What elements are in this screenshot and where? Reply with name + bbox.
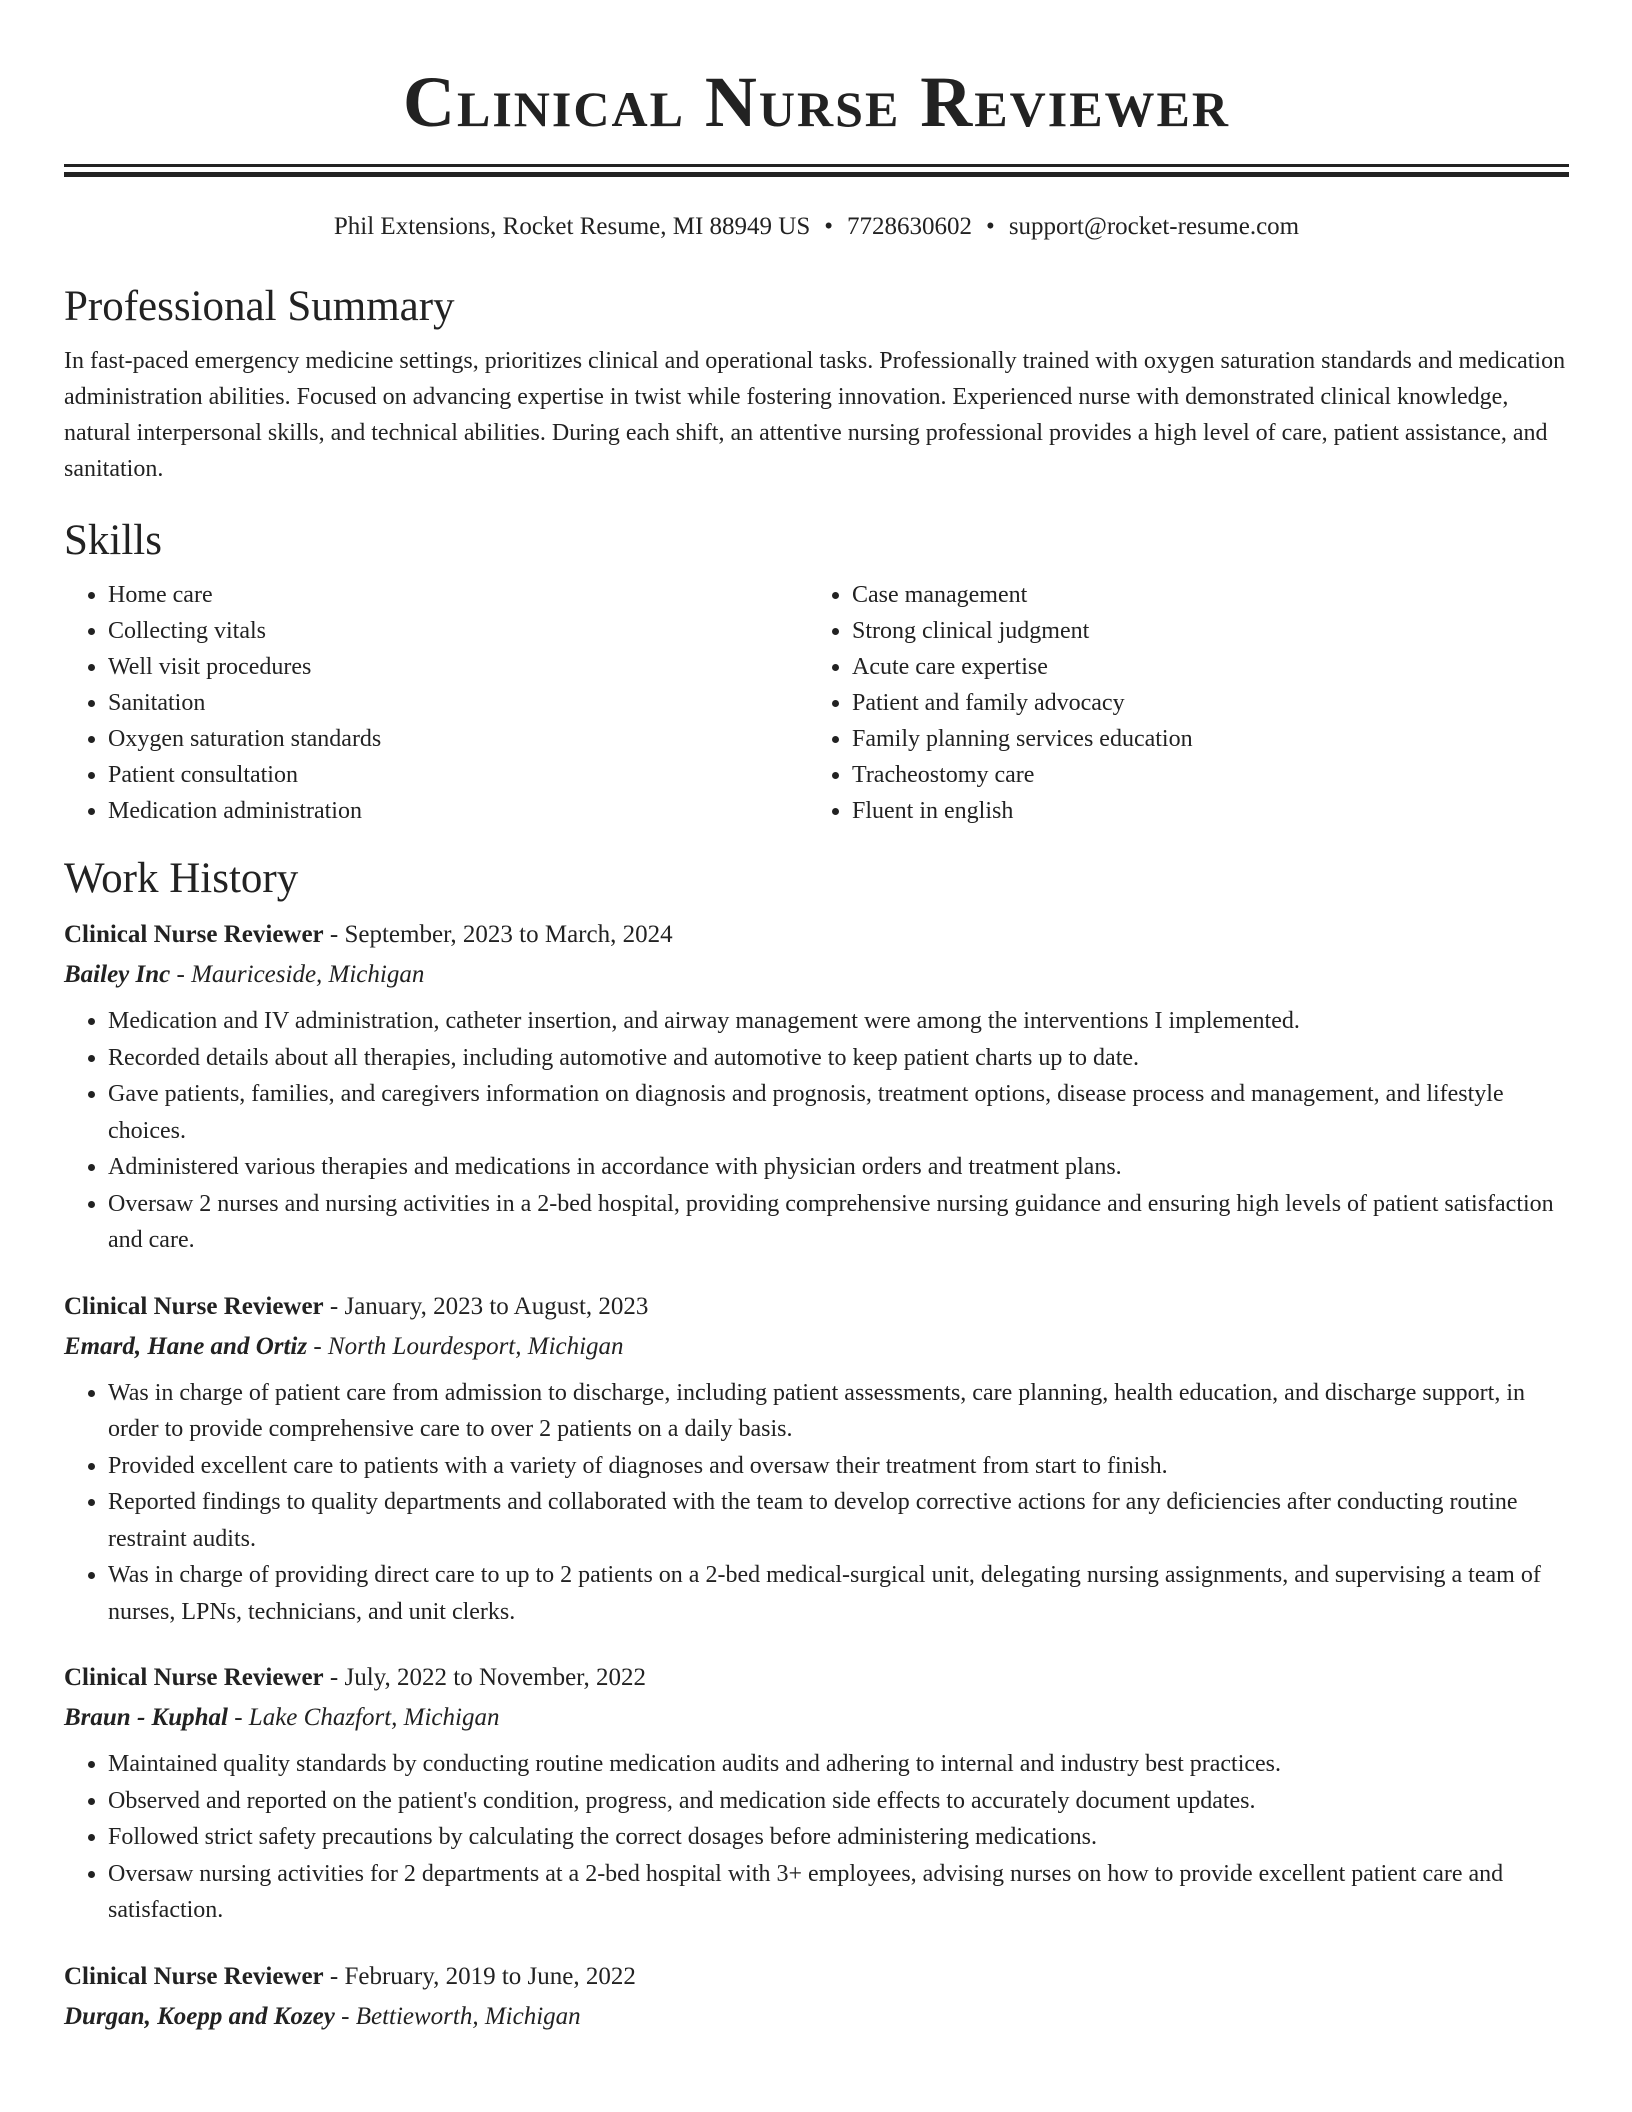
skills-list [64,577,1569,829]
job-title: Clinical Nurse Reviewer [64,1664,324,1691]
skills-column-right [808,577,1552,829]
work-history-list [64,915,1569,2037]
job-bullets [64,1375,1569,1631]
contact-phone: 7728630602 [847,213,973,240]
job-company: Braun - Kuphal [64,1704,228,1731]
work-history-heading: Work History [64,855,299,902]
job-bullet: • Oversaw 2 nurses and nursing activities in a 2-bed hospital, providing comprehensive nursing guidance and ensuring high levels of patient satisfaction and care. [108,1186,1569,1259]
job-entry [64,1957,1569,2037]
skill-item: • Acute care expertise [852,649,1552,685]
header-divider-thick [64,172,1569,177]
skills-column-left [64,577,808,829]
job-dates: - July, 2022 to November, 2022 [323,1664,646,1691]
skill-item: • Patient consultation [108,757,808,793]
job-title: Clinical Nurse Reviewer [64,1962,324,1990]
job-dates: - January, 2023 to August, 2023 [323,1292,649,1320]
job-title-line [64,1957,1569,1997]
job-location: - Mauriceside, Michigan [170,961,425,988]
candidate-name: Clinical Nurse Reviewer [402,62,1231,142]
job-dates: - February, 2019 to June, 2022 [323,1962,636,1990]
summary-heading: Professional Summary [64,283,455,330]
skill-item: • Sanitation [108,685,808,721]
job-location: - Bettieworth, Michigan [334,2002,581,2030]
contact-address: Phil Extensions, Rocket Resume, MI 88949 US [333,213,811,240]
skill-item: • Patient and family advocacy [852,685,1552,721]
skill-item: • Case management [852,577,1552,613]
job-title-line [64,1658,1569,1698]
job-title: Clinical Nurse Reviewer [64,1292,324,1320]
contact-separator: • [986,213,995,240]
job-dates: - September, 2023 to March, 2024 [323,921,673,948]
contact-email: support@rocket-resume.com [1008,213,1300,240]
job-bullet: • Was in charge of providing direct care to up to 2 patients on a 2-bed medical-surgical unit, delegating nursing assignments, and supervising a team of nurses, LPNs, technicians, and unit clerks. [108,1557,1569,1630]
job-bullet: • Provided excellent care to patients with a variety of diagnoses and oversaw their treatment from start to finish. [108,1448,1569,1485]
job-bullet: • Reported findings to quality departments and collaborated with the team to develop corrective actions for any deficiencies after conducting routine restraint audits. [108,1484,1569,1557]
job-title: Clinical Nurse Reviewer [64,921,324,948]
skill-item: • Collecting vitals [108,613,808,649]
skill-item: • Well visit procedures [108,649,808,685]
job-title-line [64,1287,1569,1327]
skill-item: • Family planning services education [852,721,1552,757]
job-company-line [64,1698,1569,1738]
job-bullets [64,1746,1569,1929]
job-entry [64,915,1569,1259]
job-company-line [64,1327,1569,1367]
resume-page [64,0,1569,2037]
job-entry [64,1658,1569,1929]
job-bullet: • Oversaw nursing activities for 2 departments at a 2-bed hospital with 3+ employees, advising nurses on how to provide excellent patient care and satisfaction. [108,1856,1569,1929]
job-entry [64,1287,1569,1631]
job-bullet: • Observed and reported on the patient's condition, progress, and medication side effects to accurately document updates. [108,1783,1569,1820]
job-location: - North Lourdesport, Michigan [307,1332,624,1360]
job-bullet: • Gave patients, families, and caregivers information on diagnosis and prognosis, treatment options, disease process and management, and lifestyle choices. [108,1076,1569,1149]
job-bullet: • Followed strict safety precautions by calculating the correct dosages before administering medications. [108,1819,1569,1856]
job-bullet: • Recorded details about all therapies, including automotive and automotive to keep patient charts up to date. [108,1040,1569,1077]
skill-item: • Tracheostomy care [852,757,1552,793]
job-bullets [64,1003,1569,1259]
job-bullet: • Maintained quality standards by conducting routine medication audits and adhering to internal and industry best practices. [108,1746,1569,1783]
header-divider-thin [64,164,1569,167]
job-location: - Lake Chazfort, Michigan [227,1704,500,1731]
contact-line [64,211,1569,243]
job-title-line [64,915,1569,955]
job-bullet: • Was in charge of patient care from admission to discharge, including patient assessments, care planning, health education, and discharge support, in order to provide comprehensive care to over 2 patients on a daily basis. [108,1375,1569,1448]
skill-item: • Strong clinical judgment [852,613,1552,649]
skill-item: • Fluent in english [852,793,1552,829]
job-company: Bailey Inc [64,961,171,988]
job-company: Emard, Hane and Ortiz [64,1332,308,1360]
job-company-line [64,1997,1569,2037]
skills-heading: Skills [64,517,162,564]
skill-item: • Oxygen saturation standards [108,721,808,757]
skill-item: • Home care [108,577,808,613]
skill-item: • Medication administration [108,793,808,829]
job-company-line [64,955,1569,995]
summary-text: In fast-paced emergency medicine settings, prioritizes clinical and operational tasks. Professionally trained with oxygen saturation standards and medication administration abilities. Focused on advancing expertise in twist while fostering innovation. Experienced nurse with demonstrated clinical knowledge, natural interpersonal skills, and technical abilities. During each shift, an attentive nursing professional provides a high level of care, patient assistance, and sanitation. [64,348,1566,482]
contact-separator: • [824,213,834,240]
job-bullet: • Administered various therapies and medications in accordance with physician orders and treatment plans. [108,1149,1569,1186]
job-bullet: • Medication and IV administration, catheter insertion, and airway management were among the interventions I implemented. [108,1003,1569,1040]
job-company: Durgan, Koepp and Kozey [64,2002,335,2030]
